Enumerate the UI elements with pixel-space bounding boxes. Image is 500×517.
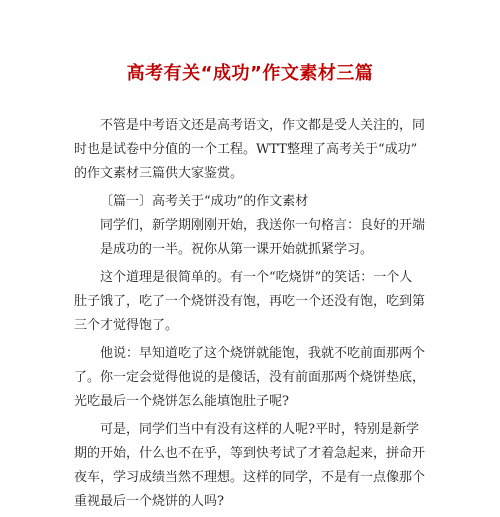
- paragraph-1-line-2: 时也是试卷中分值的一个工程。WTT整理了高考关于“成功”: [74, 142, 418, 157]
- paragraph-5-line-3: 夜车，学习成绩当然不理想。这样的同学，不是有一点像那个: [74, 470, 426, 485]
- paragraph-5-line-2: 期的开始，什么也不在乎，等到快考试了才着急起来，拼命开: [74, 446, 426, 461]
- paragraph-5-line-1: 可是，同学们当中有没有这样的人呢?平时，特别是新学: [100, 422, 419, 437]
- paragraph-2-line-2: 是成功的一半。祝你从第一课开始就抓紧学习。: [100, 242, 374, 257]
- paragraph-1-line-1: 不管是中考语文还是高考语文，作文都是受人关注的，同: [100, 118, 426, 133]
- paragraph-4-line-3: 光吃最后一个烧饼怎么能填饱肚子呢?: [74, 394, 289, 409]
- document-title: 高考有关“成功”作文素材三篇: [126, 63, 374, 84]
- paragraph-3-line-1: 这个道理是很简单的。有一个“吃烧饼”的笑话：一个人: [100, 270, 413, 285]
- paragraph-3-line-2: 肚子饿了，吃了一个烧饼没有饱，再吃一个还没有饱，吃到第: [74, 294, 426, 309]
- section-heading-1: 〔篇一〕高考关于“成功”的作文素材: [100, 194, 309, 209]
- paragraph-5-line-4: 重视最后一个烧饼的人吗?: [74, 494, 224, 509]
- paragraph-3-line-3: 三个才觉得饱了。: [74, 318, 179, 333]
- paragraph-4-line-2: 了。你一定会觉得他说的是傻话，没有前面那两个烧饼垫底，: [74, 370, 426, 385]
- paragraph-4-line-1: 他说：早知道吃了这个烧饼就能饱，我就不吃前面那两个: [100, 346, 426, 361]
- paragraph-2-line-1: 同学们，新学期刚刚开始，我送你一句格言：良好的开端: [100, 218, 426, 233]
- document-body: [74, 114, 430, 514]
- paragraph-1-line-3: 的作文素材三篇供大家鉴赏。: [74, 166, 244, 181]
